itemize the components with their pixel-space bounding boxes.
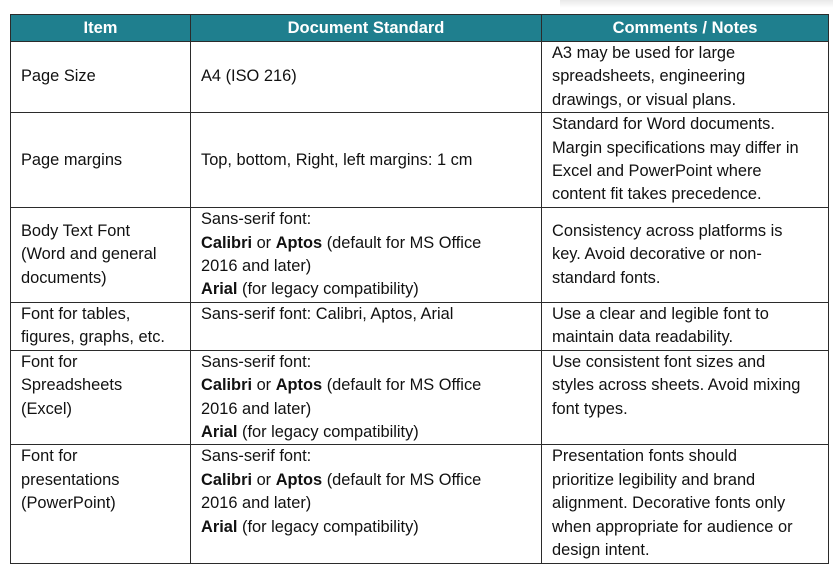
- row-font-for-spreadsheets: [11, 350, 829, 445]
- row-page-size: [11, 42, 829, 113]
- standard-cell: [191, 445, 542, 563]
- notes-line: spreadsheets, engineering: [552, 67, 746, 86]
- header-comments-notes: Comments / Notes: [542, 15, 829, 42]
- item-line: (Excel): [21, 399, 72, 418]
- standard-line: [201, 303, 531, 326]
- item-cell: [11, 113, 191, 208]
- notes-line: maintain data readability.: [552, 328, 734, 347]
- standard-text: Sans-serif font:: [201, 210, 312, 229]
- standard-line: [201, 421, 531, 444]
- notes-line: Margin specifications may differ in: [552, 138, 799, 157]
- item-line: documents): [21, 268, 107, 287]
- standard-text: (for legacy compatibility): [237, 517, 419, 536]
- standard-bold-font: Aptos: [275, 233, 323, 252]
- standard-bold-font: Arial: [201, 280, 238, 299]
- standard-bold-font: Arial: [201, 423, 238, 442]
- item-line: (PowerPoint): [21, 494, 116, 513]
- notes-line: styles across sheets. Avoid mixing: [552, 376, 801, 395]
- header-item: Item: [11, 15, 191, 42]
- standard-line: [201, 149, 531, 172]
- standard-bold-font: Calibri: [201, 376, 253, 395]
- row-page-margins: [11, 113, 829, 208]
- notes-line: Excel and PowerPoint where: [552, 162, 762, 181]
- item-cell: [11, 445, 191, 563]
- standard-line: [201, 278, 531, 301]
- notes-line: Use consistent font sizes and: [552, 352, 766, 371]
- notes-line: when appropriate for audience or: [552, 517, 793, 536]
- header-document-standard: Document Standard: [191, 15, 542, 42]
- standard-cell: [191, 350, 542, 445]
- item-cell: [11, 42, 191, 113]
- standard-bold-font: Aptos: [275, 376, 323, 395]
- top-edge-shadow: [560, 0, 833, 8]
- notes-cell: [542, 42, 829, 113]
- standard-cell: [191, 208, 542, 303]
- standard-text: Sans-serif font:: [201, 447, 312, 466]
- row-font-for-presentations: [11, 445, 829, 563]
- notes-line: content fit takes precedence.: [552, 185, 762, 204]
- standard-line: [201, 492, 531, 515]
- notes-line: Use a clear and legible font to: [552, 304, 769, 323]
- document-standards-table: [10, 14, 829, 564]
- item-line: Font for: [21, 447, 78, 466]
- header-row: [11, 15, 829, 42]
- item-line: presentations: [21, 470, 120, 489]
- notes-cell: [542, 113, 829, 208]
- notes-line: drawings, or visual plans.: [552, 90, 737, 109]
- standard-text: (for legacy compatibility): [237, 423, 419, 442]
- standard-text: or: [252, 376, 276, 395]
- notes-line: key. Avoid decorative or non-: [552, 245, 762, 264]
- item-line: Font for: [21, 352, 78, 371]
- notes-line: font types.: [552, 399, 628, 418]
- row-body-text-font: [11, 208, 829, 303]
- standard-bold-font: Aptos: [275, 470, 323, 489]
- standard-line: [201, 374, 531, 397]
- item-line: Page margins: [21, 150, 123, 169]
- item-line: (Word and general: [21, 245, 157, 264]
- standard-line: [201, 65, 531, 88]
- standard-text: (default for MS Office: [322, 470, 482, 489]
- item-cell: [11, 208, 191, 303]
- standard-text: (default for MS Office: [322, 233, 482, 252]
- notes-line: design intent.: [552, 541, 650, 560]
- item-cell: [11, 302, 191, 350]
- standard-bold-font: Arial: [201, 517, 238, 536]
- standard-line: [201, 351, 531, 374]
- standard-text: or: [252, 233, 276, 252]
- notes-cell: [542, 445, 829, 563]
- standard-line: [201, 445, 531, 468]
- item-line: Page Size: [21, 67, 96, 86]
- notes-line: prioritize legibility and brand: [552, 470, 756, 489]
- standard-text: 2016 and later): [201, 257, 312, 276]
- standard-cell: [191, 42, 542, 113]
- notes-line: alignment. Decorative fonts only: [552, 494, 786, 513]
- standard-line: [201, 208, 531, 231]
- standard-cell: [191, 302, 542, 350]
- standard-text: or: [252, 470, 276, 489]
- row-font-for-tables: [11, 302, 829, 350]
- standard-text: Sans-serif font:: [201, 352, 312, 371]
- item-line: Body Text Font: [21, 221, 131, 240]
- standard-line: [201, 469, 531, 492]
- item-cell: [11, 350, 191, 445]
- standard-text: 2016 and later): [201, 494, 312, 513]
- notes-line: A3 may be used for large: [552, 44, 736, 62]
- notes-line: Standard for Word documents.: [552, 115, 775, 134]
- item-line: Spreadsheets: [21, 376, 123, 395]
- standard-text: (for legacy compatibility): [237, 280, 419, 299]
- notes-cell: [542, 208, 829, 303]
- notes-line: Consistency across platforms is: [552, 221, 783, 240]
- standard-line: [201, 398, 531, 421]
- notes-cell: [542, 302, 829, 350]
- standard-line: [201, 255, 531, 278]
- item-line: Font for tables,: [21, 304, 131, 323]
- standard-bold-font: Calibri: [201, 233, 253, 252]
- standard-text: (default for MS Office: [322, 376, 482, 395]
- standard-bold-font: Calibri: [201, 470, 253, 489]
- standard-line: [201, 232, 531, 255]
- notes-line: standard fonts.: [552, 268, 661, 287]
- standard-text: Top, bottom, Right, left margins: 1 cm: [201, 150, 473, 169]
- standard-line: [201, 516, 531, 539]
- item-line: figures, graphs, etc.: [21, 328, 165, 347]
- standard-text: 2016 and later): [201, 399, 312, 418]
- notes-line: Presentation fonts should: [552, 447, 737, 466]
- standard-text: A4 (ISO 216): [201, 67, 297, 86]
- standard-cell: [191, 113, 542, 208]
- standard-text: Sans-serif font: Calibri, Aptos, Arial: [201, 304, 454, 323]
- notes-cell: [542, 350, 829, 445]
